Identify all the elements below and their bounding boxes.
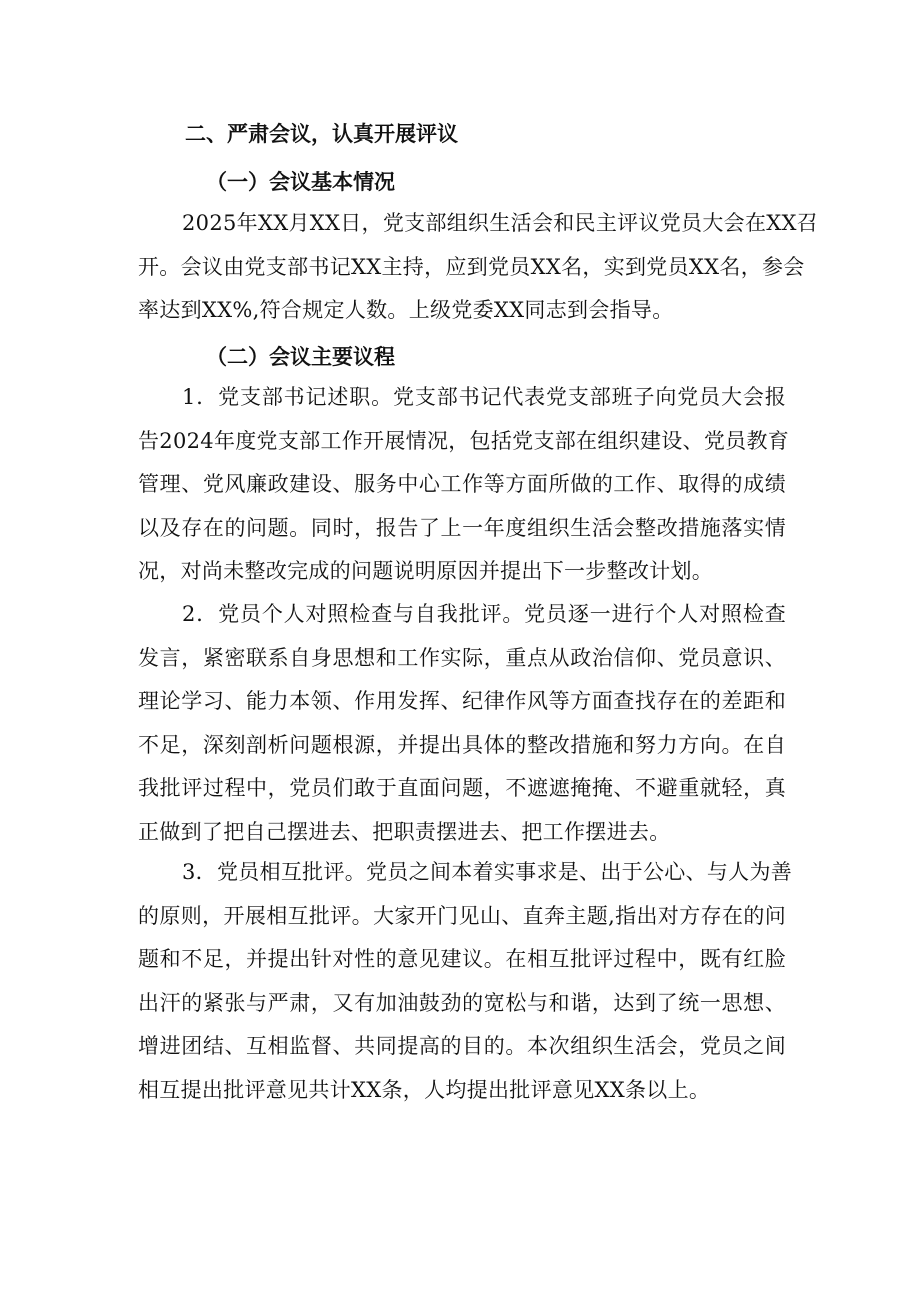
subsection-heading-basic-info: （一）会议基本情况 <box>206 170 395 194</box>
paragraph-line: 相互提出批评意见共计XX条，人均提出批评意见XX条以上。 <box>138 1077 711 1102</box>
paragraph-line: 况，对尚未整改完成的问题说明原因并提出下一步整改计划。 <box>138 559 714 583</box>
paragraph-line: 2025年XX月XX日，党支部组织生活会和民主评议党员大会在XX召 <box>182 211 819 235</box>
agenda-item-1 <box>138 376 790 594</box>
subsection-heading-agenda: （二）会议主要议程 <box>206 345 395 369</box>
paragraph-line: 正做到了把自己摆进去、把职责摆进去、把工作摆进去。 <box>138 819 671 844</box>
paragraph-line: 告2024年度党支部工作开展情况，包括党支部在组织建设、党员教育 <box>138 428 790 453</box>
paragraph-line: 题和不足，并提出针对性的意见建议。在相互批评过程中，既有红脸 <box>138 947 786 971</box>
paragraph-line: 我批评过程中，党员们敢于直面问题，不遮遮掩掩、不避重就轻，真 <box>138 776 786 800</box>
paragraph-line: 增进团结、互相监督、共同提高的目的。本次组织生活会，党员之间 <box>138 1034 786 1058</box>
paragraph-line: 1．党支部书记述职。党支部书记代表党支部班子向党员大会报 <box>182 385 786 409</box>
paragraph-line: 率达到XX%,符合规定人数。上级党委XX同志到会指导。 <box>138 298 674 322</box>
agenda-item-2 <box>138 593 786 854</box>
section-heading: 二、严肃会议，认真开展评议 <box>185 122 458 146</box>
paragraph-line: 的原则，开展相互批评。大家开门见山、直奔主题,指出对方存在的问 <box>138 903 786 928</box>
agenda-item-3 <box>138 851 793 1112</box>
paragraph-line: 不足，深刻剖析问题根源，并提出具体的整改措施和努力方向。在自 <box>138 732 786 757</box>
paragraph-line: 理论学习、能力本领、作用发挥、纪律作风等方面查找存在的差距和 <box>138 689 786 713</box>
paragraph-meeting-basics <box>138 202 819 333</box>
paragraph-line: 2．党员个人对照检查与自我批评。党员逐一进行个人对照检查 <box>182 602 786 626</box>
paragraph-line: 以及存在的问题。同时，报告了上一年度组织生活会整改措施落实情 <box>138 515 786 540</box>
paragraph-line: 管理、党风廉政建设、服务中心工作等方面所做的工作、取得的成绩 <box>138 472 786 496</box>
paragraph-line: 3．党员相互批评。党员之间本着实事求是、出于公心、与人为善 <box>182 860 793 884</box>
paragraph-line: 开。会议由党支部书记XX主持，应到党员XX名，实到党员XX名，参会 <box>138 254 805 279</box>
paragraph-line: 发言，紧密联系自身思想和工作实际，重点从政治信仰、党员意识、 <box>138 645 786 670</box>
paragraph-line: 出汗的紧张与严肃，又有加油鼓劲的宽松与和谐，达到了统一思想、 <box>138 990 786 1015</box>
